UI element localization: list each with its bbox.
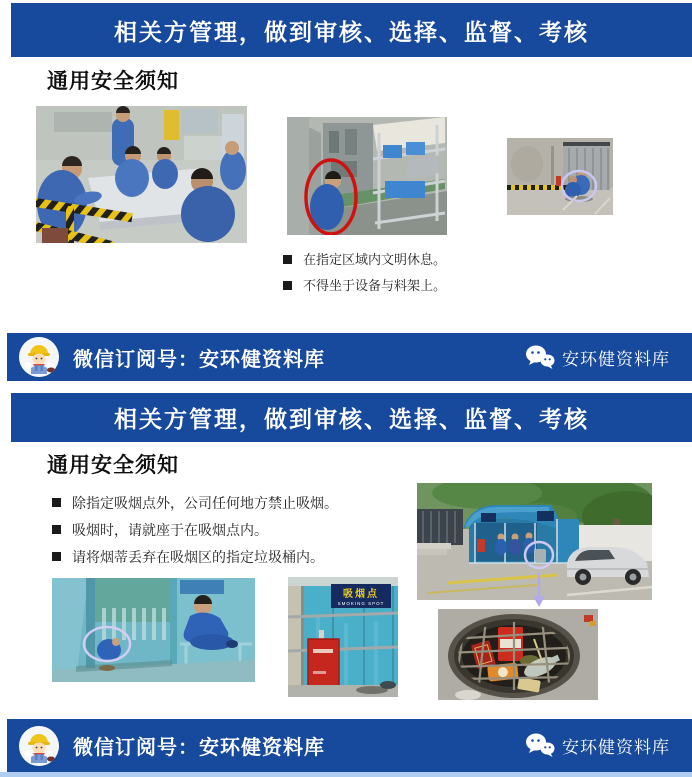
slide1-heading: 通用安全须知 (47, 70, 179, 93)
bullet-square-icon (283, 255, 292, 264)
wechat-account-name: 安环健资料库 (562, 349, 670, 369)
slide2-title-bar (11, 393, 692, 442)
photo-canteen-rest-illustration (36, 106, 247, 243)
wechat-logo-icon (525, 732, 555, 759)
photo-worker-on-equipment-illustration (287, 117, 447, 235)
slide1-bullet-1-text: 在指定区域内文明休息。 (303, 252, 447, 267)
bullet-square-icon (52, 498, 61, 507)
photo-canteen-rest (36, 106, 247, 243)
slide1-footer-bar (7, 333, 692, 381)
bullet-square-icon (52, 525, 61, 534)
bottom-accent-strip (0, 772, 692, 777)
slide2-bullet-2-text: 吸烟时，请就座于在吸烟点内。 (72, 522, 268, 538)
photo-smoking-spot-illustration (288, 577, 398, 697)
wechat-subscription-label: 微信订阅号：安环健资料库 (73, 737, 325, 759)
photo-through-glass-illustration (52, 578, 255, 682)
slide1-bullet-2 (283, 277, 446, 294)
safety-worker-avatar-illustration (19, 337, 59, 377)
slide2-bullet-3 (52, 548, 324, 566)
slide2-bullet-1-text: 除指定吸烟点外，公司任何地方禁止吸烟。 (72, 495, 338, 511)
slide2-bullet-3-text: 请将烟蒂丢弃在吸烟区的指定垃圾桶内。 (72, 549, 324, 565)
wechat-subscription-label: 微信订阅号：安环健资料库 (73, 348, 325, 371)
photo-workers-by-curb (507, 138, 613, 215)
slide1-bullet-2-text: 不得坐于设备与料架上。 (303, 278, 447, 293)
bullet-square-icon (52, 552, 61, 561)
photo-through-glass (52, 578, 255, 682)
smoking-spot-sign-en: SMOKING SPOT (337, 601, 385, 606)
photo-worker-on-equipment (287, 117, 447, 235)
slide1-title: 相关方管理，做到审核、选择、监督、考核 (114, 18, 589, 45)
smoking-spot-sign-cn: 吸烟点 (343, 589, 379, 600)
photo-trash-bin-closeup (438, 609, 598, 700)
wechat-account-badge (525, 333, 670, 381)
slide2-heading: 通用安全须知 (47, 454, 179, 477)
photo-workers-by-curb-illustration (507, 138, 613, 215)
slide2-footer-bar (7, 719, 692, 772)
safety-worker-avatar-icon (19, 726, 59, 766)
slide1-bullet-1 (283, 251, 446, 268)
safety-worker-avatar-illustration (19, 726, 59, 766)
photo-trash-bin-illustration (438, 609, 598, 700)
down-arrow-illustration (527, 572, 551, 608)
wechat-account-name: 安环健资料库 (562, 738, 670, 757)
bullet-square-icon (283, 281, 292, 290)
safety-worker-avatar-icon (19, 337, 59, 377)
down-arrow-callout-icon (527, 572, 551, 608)
photo-smoking-spot-sign (288, 577, 398, 697)
slide2-bullet-2 (52, 521, 268, 539)
slide2-title: 相关方管理，做到审核、选择、监督、考核 (114, 406, 589, 432)
slide1-title-bar (11, 3, 692, 57)
wechat-logo-icon (525, 344, 555, 371)
slide2-bullet-1 (52, 494, 338, 512)
wechat-account-badge (525, 719, 670, 772)
